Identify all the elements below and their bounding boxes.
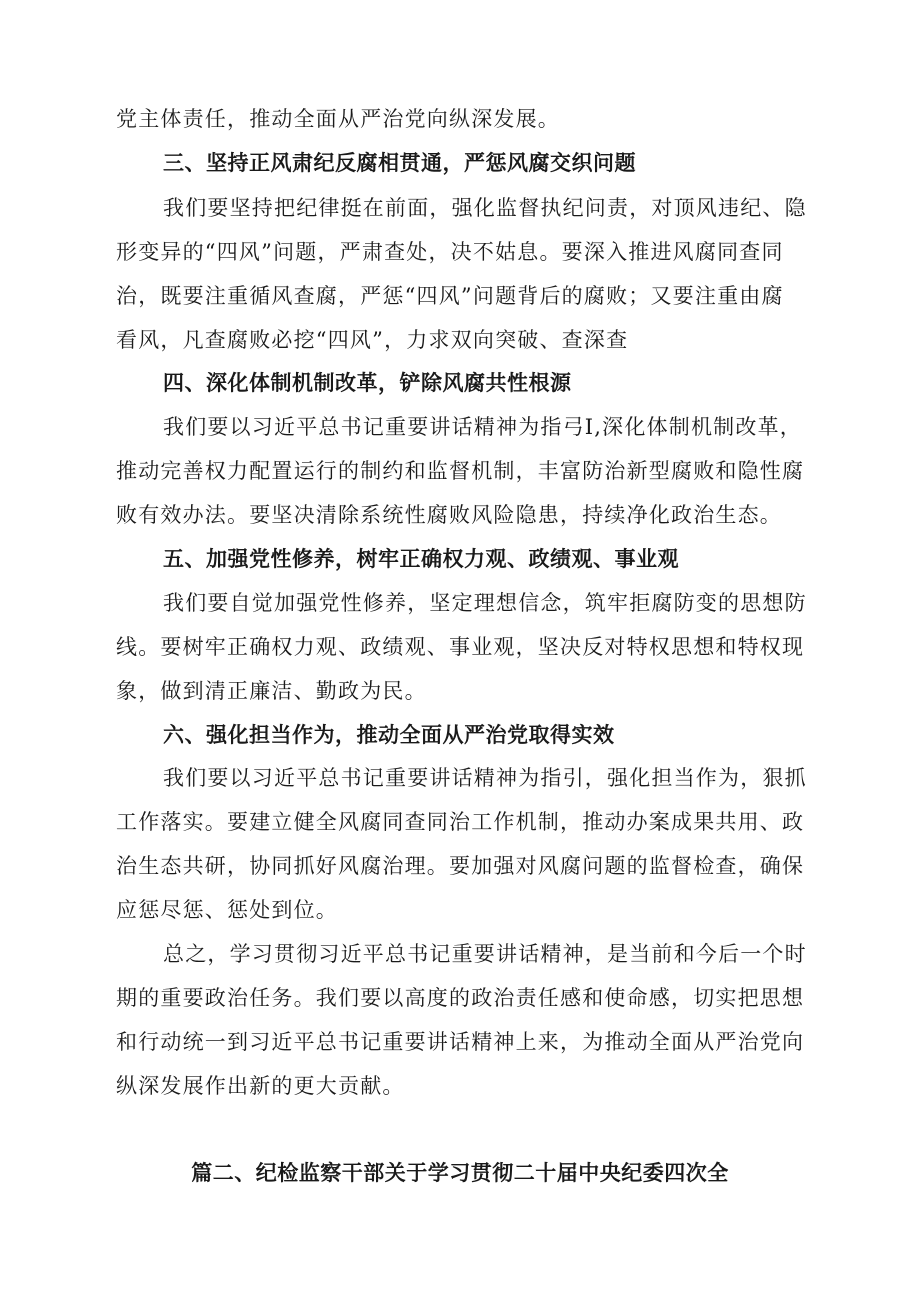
- paragraph-line: 象，做到清正廉洁、勤政为民。: [116, 679, 427, 703]
- paragraph-line: 治，既要注重循风查腐，严惩“四风”问题背后的腐败；又要注重由腐: [116, 284, 784, 308]
- section-heading-6: 六、强化担当作为，推动全面从严治党取得实效: [163, 723, 615, 747]
- paragraph-line: 线。要树牢正确权力观、政绩观、事业观，坚决反对特权思想和特权现: [116, 635, 805, 659]
- paragraph-line: 看风，凡查腐败必挖“四风”，力求双向突破、查深查: [116, 328, 629, 352]
- paragraph-line: 总之，学习贯彻习近平总书记重要讲话精神，是当前和今后一个时: [163, 942, 807, 966]
- paragraph-line: 期的重要政治任务。我们要以高度的政治责任感和使命感，切实把思想: [116, 986, 805, 1010]
- part-title: 篇二、纪检监察干部关于学习贯彻二十届中央纪委四次全: [191, 1161, 729, 1185]
- section-heading-4: 四、深化体制机制改革，铲除风腐共性根源: [163, 371, 572, 395]
- paragraph-line: 我们要以习近平总书记重要讲话精神为指弓I,深化体制机制改革，: [163, 415, 802, 439]
- paragraph-line: 推动完善权力配置运行的制约和监督机制，丰富防治新型腐败和隐性腐: [116, 459, 805, 483]
- paragraph-line: 治生态共研，协同抓好风腐治理。要加强对风腐问题的监督检查，确保: [116, 854, 805, 878]
- paragraph-line: 党主体责任，推动全面从严治党向纵深发展。: [116, 107, 560, 131]
- section-heading-3: 三、坚持正风肃纪反腐相贯通，严惩风腐交织问题: [163, 151, 636, 175]
- section-heading-5: 五、加强党性修养，树牢正确权力观、政绩观、事业观: [163, 547, 679, 571]
- paragraph-line: 形变异的“四风”问题，严肃查处，决不姑息。要深入推进风腐同查同: [116, 240, 784, 264]
- paragraph-line: 工作落实。要建立健全风腐同查同治工作机制，推动办案成果共用、政: [116, 810, 805, 834]
- paragraph-line: 和行动统一到习近平总书记重要讲话精神上来，为推动全面从严治党向: [116, 1030, 805, 1054]
- paragraph-line: 纵深发展作出新的更大贡献。: [116, 1074, 405, 1098]
- paragraph-line: 我们要坚持把纪律挺在前面，强化监督执纪问责，对顶风违纪、隐: [163, 196, 807, 220]
- paragraph-line: 败有效办法。要坚决清除系统性腐败风险隐患，持续净化政治生态。: [116, 503, 782, 527]
- paragraph-line: 我们要以习近平总书记重要讲话精神为指引，强化担当作为，狠抓: [163, 766, 807, 790]
- paragraph-line: 我们要自觉加强党性修养，坚定理想信念，筑牢拒腐防变的思想防: [163, 591, 807, 615]
- paragraph-line: 应惩尽惩、惩处到位。: [116, 898, 338, 922]
